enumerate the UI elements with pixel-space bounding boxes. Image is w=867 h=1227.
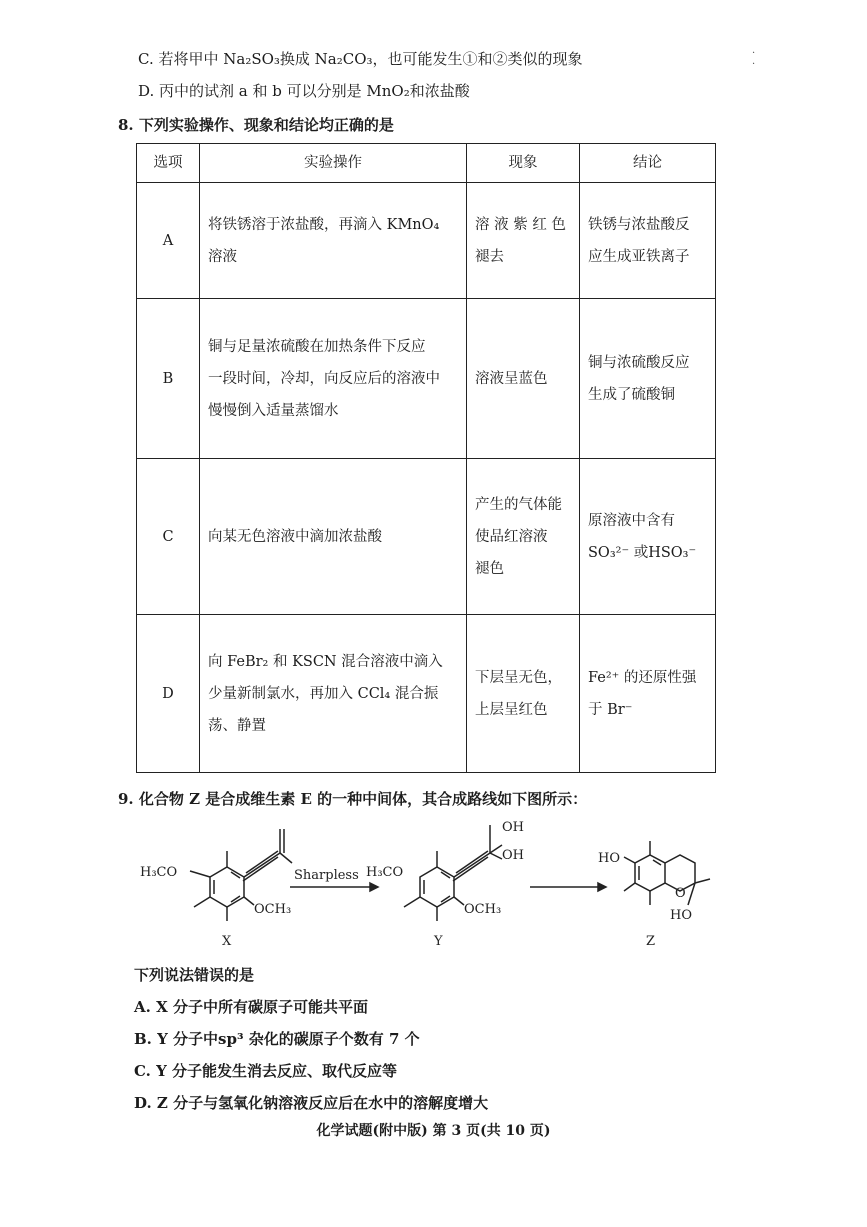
margin-mark: · ·	[752, 48, 756, 70]
row-conclusion: 原溶液中含有 SO₃²⁻ 或HSO₃⁻	[580, 459, 716, 615]
synthesis-scheme	[130, 815, 730, 955]
z-o-label: O	[675, 886, 686, 901]
table-row	[137, 299, 716, 459]
molecule-z	[598, 841, 710, 949]
z-ho-label: HO	[598, 851, 620, 866]
x-h3co-label: H₃CO	[140, 865, 178, 880]
q9-option-c: C. Y 分子能发生消去反应、取代反应等	[134, 1062, 398, 1080]
table-row	[137, 183, 716, 299]
page-footer: 化学试题(附中版) 第 3 页(共 10 页)	[316, 1123, 551, 1139]
z-label: Z	[646, 934, 656, 949]
y-oh-label-1: OH	[502, 820, 524, 835]
row-conclusion: 铜与浓硫酸反应 生成了硫酸铜	[580, 299, 716, 459]
row-phenomenon: 溶液呈蓝色	[467, 299, 580, 459]
row-option: D	[137, 615, 200, 773]
option-d-prev: D. 丙中的试剂 a 和 b 可以分别是 MnO₂和浓盐酸	[138, 82, 470, 100]
q8-stem: 8. 下列实验操作、现象和结论均正确的是	[118, 116, 394, 134]
q9-option-a: A. X 分子中所有碳原子可能共平面	[134, 998, 368, 1016]
y-och3-label: OCH₃	[464, 902, 502, 917]
row-phenomenon: 下层呈无色， 上层呈红色	[467, 615, 580, 773]
y-oh-label-2: OH	[502, 848, 524, 863]
table-row	[137, 615, 716, 773]
row-conclusion: 铁锈与浓盐酸反 应生成亚铁离子	[580, 183, 716, 299]
option-c-prev: C. 若将甲中 Na₂SO₃换成 Na₂CO₃，也可能发生①和②类似的现象	[138, 50, 583, 68]
y-label: Y	[434, 934, 443, 949]
row-phenomenon: 产生的气体能 使品红溶液 褪色	[467, 459, 580, 615]
header-operation: 实验操作	[200, 144, 467, 183]
row-option: B	[137, 299, 200, 459]
z-ho-label-2: HO	[670, 908, 692, 923]
y-h3co-label: H₃CO	[366, 865, 404, 880]
row-phenomenon: 溶 液 紫 红 色 褪去	[467, 183, 580, 299]
molecule-y	[366, 820, 524, 949]
header-conclusion: 结论	[580, 144, 716, 183]
q9-stem: 9. 化合物 Z 是合成维生素 E 的一种中间体，其合成路线如下图所示：	[118, 790, 588, 808]
row-option: A	[137, 183, 200, 299]
experiment-table	[136, 143, 716, 773]
q9-question: 下列说法错误的是	[134, 966, 255, 984]
header-option: 选项	[137, 144, 200, 183]
row-operation: 向某无色溶液中滴加浓盐酸	[200, 459, 467, 615]
row-operation: 铜与足量浓硫酸在加热条件下反应 一段时间，冷却，向反应后的溶液中 慢慢倒入适量蒸馏水	[200, 299, 467, 459]
arrow-sharpless	[290, 868, 378, 891]
row-conclusion: Fe²⁺ 的还原性强 于 Br⁻	[580, 615, 716, 773]
reagent-label: Sharpless	[294, 868, 359, 883]
table-header-row	[137, 144, 716, 183]
q9-option-d: D. Z 分子与氢氧化钠溶液反应后在水中的溶解度增大	[134, 1094, 489, 1112]
x-och3-label: OCH₃	[254, 902, 292, 917]
x-label: X	[222, 934, 232, 949]
row-option: C	[137, 459, 200, 615]
row-operation: 将铁锈溶于浓盐酸，再滴入 KMnO₄ 溶液	[200, 183, 467, 299]
arrow-2	[530, 883, 606, 891]
row-operation: 向 FeBr₂ 和 KSCN 混合溶液中滴入 少量新制氯水，再加入 CCl₄ 混合振 荡、静置	[200, 615, 467, 773]
table-row	[137, 459, 716, 615]
header-phenomenon: 现象	[467, 144, 580, 183]
q9-option-b: B. Y 分子中sp³ 杂化的碳原子个数有 7 个	[134, 1030, 420, 1048]
molecule-x	[140, 829, 292, 949]
